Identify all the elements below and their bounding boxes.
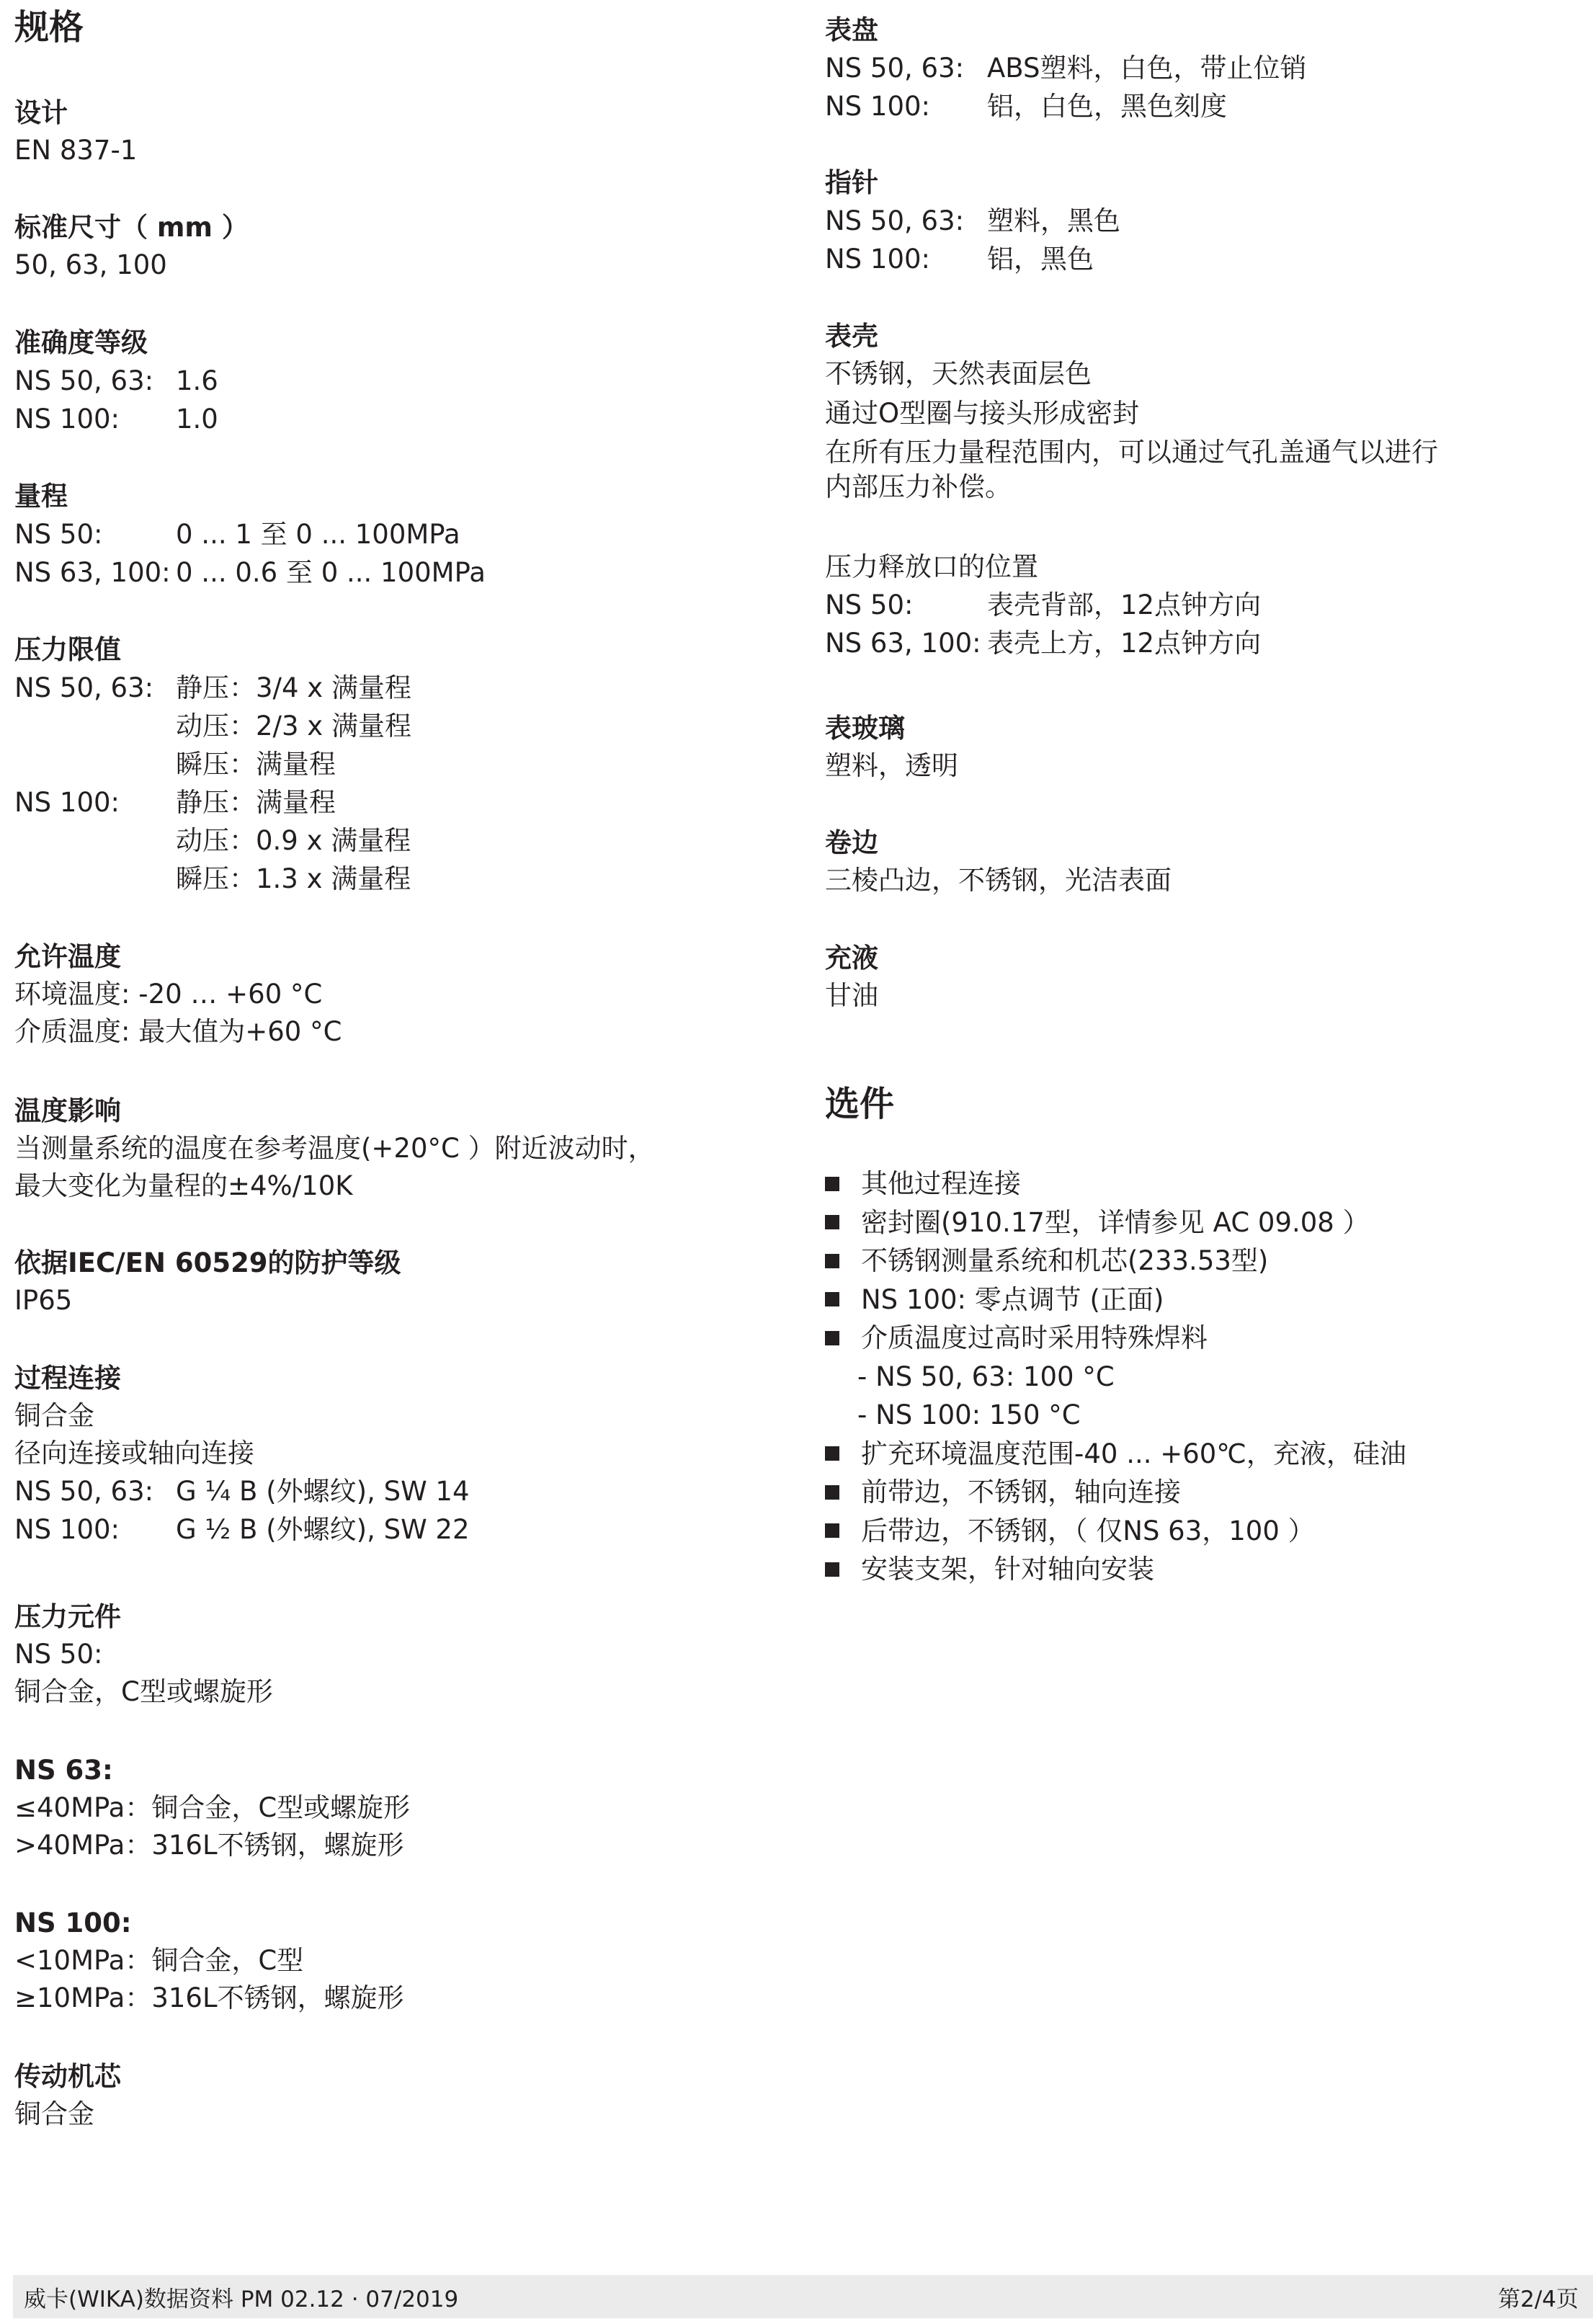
- window-value: 塑料，透明: [825, 750, 958, 781]
- option-item: [825, 1242, 1406, 1281]
- row-key: NS 50, 63:: [825, 53, 965, 84]
- case-line: 内部压力补偿。: [825, 471, 1012, 502]
- relief-title: 压力释放口的位置: [825, 551, 1038, 582]
- accuracy-section: [14, 324, 218, 438]
- spec-row: [14, 400, 218, 438]
- movement-value: 铜合金: [14, 2098, 94, 2129]
- case-line: 在所有压力量程范围内，可以通过气孔盖通气以进行: [825, 437, 1438, 468]
- temperature-effect-heading: 温度影响: [14, 1095, 121, 1126]
- option-sub-item: [825, 1358, 1406, 1397]
- design-section: [14, 94, 137, 169]
- connection-line: 铜合金: [14, 1400, 94, 1431]
- option-label: 不锈钢测量系统和机芯(233.53型): [861, 1245, 1269, 1276]
- option-sub-item: [825, 1396, 1406, 1435]
- size-heading: 标准尺寸（ mm ）: [14, 212, 249, 243]
- row-value: G ½ B (外螺纹), SW 22: [176, 1514, 470, 1545]
- filling-section: [825, 940, 878, 1015]
- row-key: NS 100:: [14, 404, 120, 435]
- temperature-effect-line: 最大变化为量程的±4%/10K: [14, 1170, 353, 1201]
- option-item: [825, 1281, 1406, 1319]
- spec-row: [14, 515, 486, 553]
- option-item: [825, 1473, 1406, 1512]
- ns63-section: [14, 1752, 410, 1864]
- filling-value: 甘油: [825, 980, 878, 1011]
- temperature-line: 介质温度: 最大值为+60 °C: [14, 1016, 342, 1047]
- dial-heading: 表盘: [825, 14, 878, 45]
- case-line: 通过O型圈与接头形成密封: [825, 398, 1140, 429]
- pressure-element-heading: 压力元件: [14, 1601, 121, 1632]
- row-value: 塑料，黑色: [987, 205, 1120, 236]
- ns63-line: >40MPa：316L不锈钢，螺旋形: [14, 1830, 404, 1861]
- row-key: NS 50, 63:: [14, 672, 154, 703]
- pressure-element-line: 铜合金，C型或螺旋形: [14, 1676, 273, 1707]
- movement-section: [14, 2058, 121, 2133]
- ring-section: [825, 824, 1172, 899]
- row-value: 1.6: [176, 365, 218, 396]
- row-value: 静压：3/4 x 满量程: [176, 672, 411, 703]
- option-item: [825, 1165, 1406, 1203]
- dial-section: [825, 12, 1307, 125]
- row-value: 铝，白色，黑色刻度: [987, 91, 1227, 122]
- case-heading: 表壳: [825, 321, 878, 352]
- spec-row: [14, 745, 411, 783]
- bullet-square-icon: [825, 1485, 839, 1500]
- size-section: [14, 209, 249, 284]
- option-label: 其他过程连接: [861, 1168, 1021, 1199]
- row-value: ABS塑料，白色，带止位销: [987, 53, 1307, 84]
- spec-row: [14, 860, 411, 898]
- spec-row: [14, 822, 411, 860]
- bullet-square-icon: [825, 1254, 839, 1268]
- option-label: 密封圈(910.17型，详情参见 AC 09.08 ）: [861, 1206, 1370, 1238]
- option-sub-label: - NS 100: 150 °C: [857, 1399, 1081, 1430]
- option-label: 前带边，不锈钢，轴向连接: [861, 1477, 1181, 1508]
- design-heading: 设计: [14, 97, 68, 128]
- pointer-heading: 指针: [825, 167, 878, 198]
- process-connection-section: [14, 1360, 470, 1549]
- row-key: NS 100:: [825, 91, 931, 122]
- temperature-line: 环境温度: -20 … +60 °C: [14, 979, 323, 1010]
- option-label: 后带边，不锈钢，（ 仅NS 63，100 ）: [861, 1515, 1315, 1546]
- bullet-square-icon: [825, 1177, 839, 1191]
- ip-heading: 依据IEC/EN 60529的防护等级: [14, 1247, 401, 1278]
- options-list: [825, 1165, 1406, 1589]
- bullet-square-icon: [825, 1446, 839, 1461]
- spec-row: [825, 240, 1120, 278]
- movement-heading: 传动机芯: [14, 2061, 121, 2092]
- row-key: [14, 822, 176, 860]
- row-key: NS 100:: [14, 787, 120, 818]
- row-value: 表壳上方，12点钟方向: [987, 628, 1262, 659]
- row-key: NS 100:: [825, 244, 931, 275]
- row-key: NS 50, 63:: [825, 205, 965, 236]
- range-section: [14, 478, 486, 592]
- row-value: G ¼ B (外螺纹), SW 14: [176, 1476, 470, 1507]
- row-value: 表壳背部，12点钟方向: [987, 589, 1262, 620]
- ns100-section: [14, 1905, 404, 2017]
- option-item: [825, 1203, 1406, 1242]
- spec-row: [825, 586, 1261, 624]
- row-key: [14, 860, 176, 898]
- option-sub-label: - NS 50, 63: 100 °C: [857, 1361, 1115, 1392]
- row-key: NS 63, 100:: [825, 628, 981, 659]
- bullet-square-icon: [825, 1215, 839, 1229]
- pressure-limit-section: [14, 631, 411, 898]
- option-label: 介质温度过高时采用特殊焊料: [861, 1322, 1208, 1353]
- range-heading: 量程: [14, 481, 68, 512]
- footer-doc-info: 威卡(WIKA)数据资料 PM 02.12 · 07/2019: [24, 2286, 459, 2312]
- row-key: [14, 745, 176, 783]
- ns100-line: <10MPa：铜合金，C型: [14, 1945, 304, 1976]
- row-key: NS 50:: [14, 519, 103, 550]
- spec-row: [825, 624, 1261, 662]
- row-value: 0 ... 0.6 至 0 ... 100MPa: [176, 557, 486, 588]
- case-line: 不锈钢，天然表面层色: [825, 358, 1092, 389]
- relief-section: [825, 548, 1261, 662]
- filling-heading: 充液: [825, 943, 878, 974]
- spec-row: [14, 1472, 470, 1510]
- pressure-limit-heading: 压力限值: [14, 634, 121, 665]
- row-value: 瞬压：满量程: [176, 749, 336, 780]
- ns100-line: ≥10MPa：316L不锈钢，螺旋形: [14, 1982, 404, 2013]
- row-value: 动压：2/3 x 满量程: [176, 711, 411, 742]
- row-key: NS 50, 63:: [14, 1476, 154, 1507]
- option-item: [825, 1512, 1406, 1551]
- bullet-square-icon: [825, 1331, 839, 1345]
- ns63-heading: NS 63:: [14, 1755, 113, 1786]
- pressure-element-section: [14, 1598, 273, 1711]
- page-footer: [13, 2275, 1593, 2318]
- ring-heading: 卷边: [825, 827, 878, 858]
- ip-value: IP65: [14, 1285, 73, 1316]
- spec-row: [14, 669, 411, 707]
- page-title: 规格: [14, 7, 84, 48]
- spec-row: [14, 553, 486, 592]
- bullet-square-icon: [825, 1523, 839, 1538]
- option-item: [825, 1435, 1406, 1474]
- row-key: NS 50:: [825, 589, 914, 620]
- size-value: 50, 63, 100: [14, 249, 167, 280]
- temperature-effect-line: 当测量系统的温度在参考温度(+20°C ）附近波动时，: [14, 1133, 655, 1164]
- temperature-heading: 允许温度: [14, 941, 121, 972]
- ns100-heading: NS 100:: [14, 1907, 132, 1938]
- row-key: NS 63, 100:: [14, 557, 171, 588]
- spec-row: [14, 707, 411, 745]
- spec-row: [14, 362, 218, 400]
- row-value: 铝，黑色: [987, 244, 1094, 275]
- design-value: EN 837-1: [14, 135, 138, 166]
- spec-row: [14, 1510, 470, 1549]
- row-value: 1.0: [176, 404, 218, 435]
- case-section: [825, 318, 1438, 503]
- ip-section: [14, 1245, 401, 1319]
- row-value: 动压：0.9 x 满量程: [176, 825, 411, 856]
- spec-row: [825, 49, 1307, 87]
- option-label: 安装支架，针对轴向安装: [861, 1554, 1154, 1585]
- ring-value: 三棱凸边，不锈钢，光洁表面: [825, 865, 1172, 896]
- pressure-element-line: NS 50:: [14, 1639, 103, 1670]
- bullet-square-icon: [825, 1292, 839, 1306]
- options-title: 选件: [825, 1084, 895, 1124]
- spec-row: [825, 87, 1307, 125]
- window-section: [825, 710, 958, 785]
- temperature-section: [14, 938, 342, 1051]
- row-value: 0 ... 1 至 0 ... 100MPa: [176, 519, 460, 550]
- window-heading: 表玻璃: [825, 713, 905, 744]
- connection-line: 径向连接或轴向连接: [14, 1438, 254, 1469]
- spec-row: [14, 783, 411, 822]
- option-item: [825, 1550, 1406, 1589]
- option-item: [825, 1319, 1406, 1358]
- spec-row: [825, 202, 1120, 240]
- row-key: [14, 707, 176, 745]
- temperature-effect-section: [14, 1092, 655, 1205]
- row-value: 静压：满量程: [176, 787, 336, 818]
- footer-page-number: 第2/4页: [1498, 2286, 1579, 2312]
- row-key: NS 100:: [14, 1514, 120, 1545]
- ns63-line: ≤40MPa：铜合金，C型或螺旋形: [14, 1792, 411, 1823]
- process-connection-heading: 过程连接: [14, 1363, 121, 1394]
- option-label: 扩充环境温度范围-40 ... +60℃，充液，硅油: [861, 1438, 1406, 1469]
- row-key: NS 50, 63:: [14, 365, 154, 396]
- pointer-section: [825, 164, 1120, 278]
- row-value: 瞬压：1.3 x 满量程: [176, 863, 411, 894]
- accuracy-heading: 准确度等级: [14, 327, 148, 358]
- option-label: NS 100: 零点调节 (正面): [861, 1283, 1164, 1315]
- bullet-square-icon: [825, 1562, 839, 1577]
